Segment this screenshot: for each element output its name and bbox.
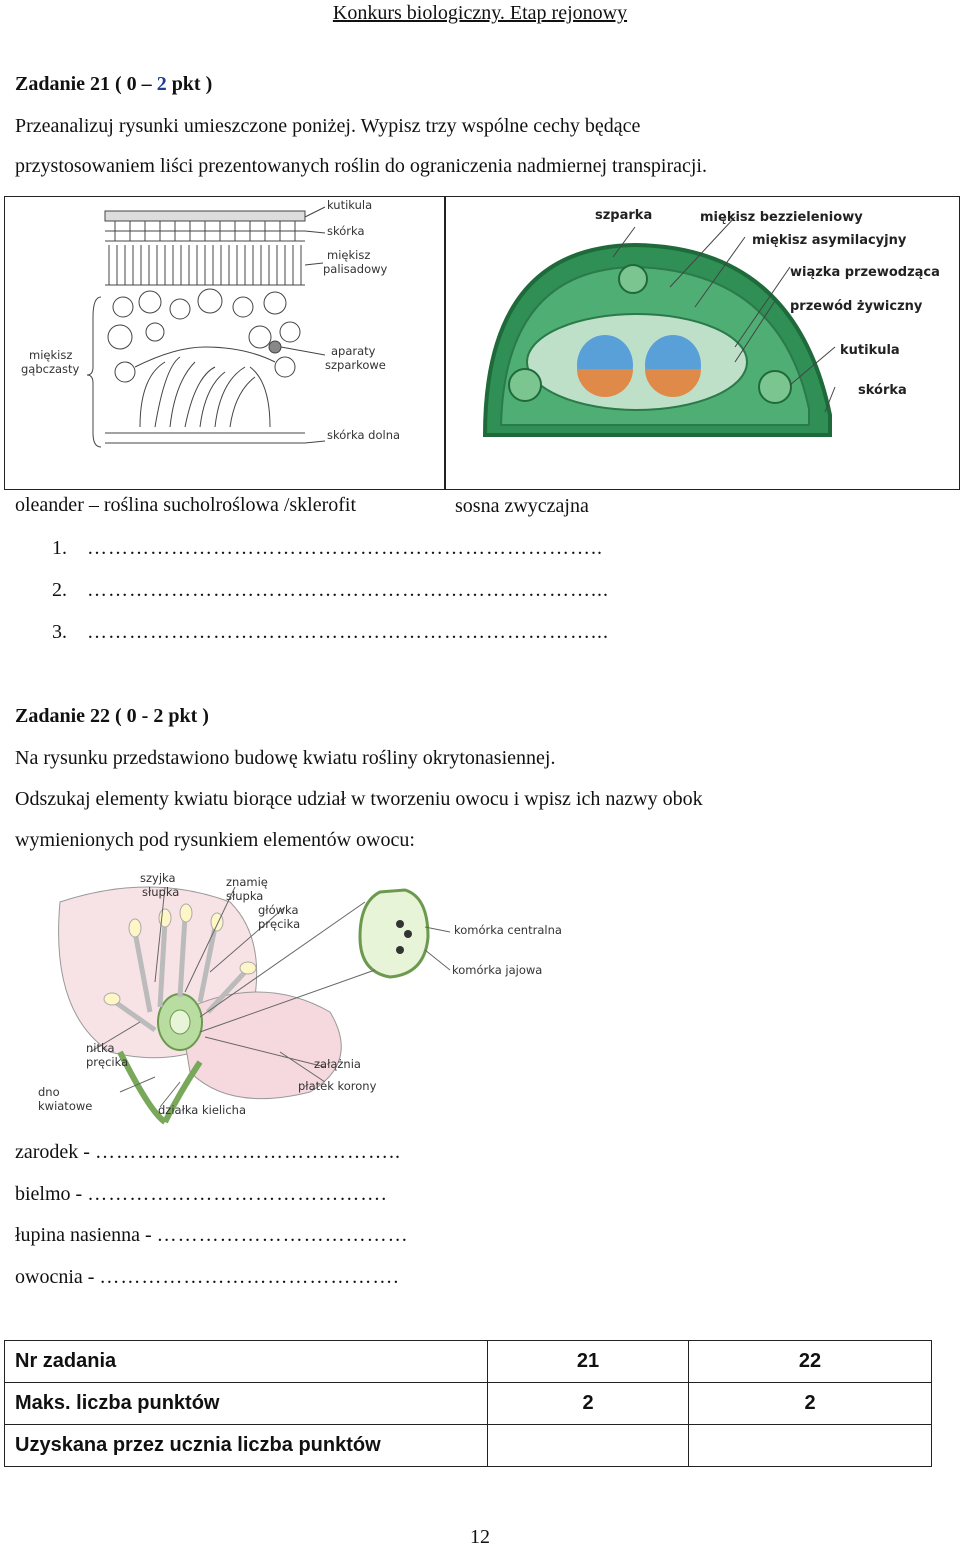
label-wiazka-przewodzaca: wiązka przewodząca — [790, 265, 940, 280]
task22-title: Zadanie 22 ( 0 - 2 pkt ) — [15, 705, 209, 727]
label-szyjka-slupka-1: szyjka — [140, 871, 176, 885]
task22-line2: Odszukaj elementy kwiatu biorące udział w tworzeniu owocu i wpisz ich nazwy obok — [15, 788, 703, 810]
label-miekisz-gabczasty-2: gąbczasty — [21, 362, 80, 376]
table-cell: 22 — [689, 1341, 932, 1383]
label-kutikula-pine: kutikula — [840, 343, 900, 358]
label-aparaty-szparkowe-1: aparaty — [331, 344, 376, 358]
flower-diagram — [30, 862, 630, 1127]
label-miekisz-palisadowy-1: miękisz — [327, 248, 371, 262]
label-znamie-slupka-2: słupka — [226, 889, 264, 903]
label-platek-korony: płatek korony — [298, 1079, 377, 1093]
table-cell: Uzyskana przez ucznia liczba punktów — [5, 1425, 488, 1467]
label-skorka: skórka — [327, 224, 365, 238]
label-komorka-centralna: komórka centralna — [454, 923, 562, 937]
task22-line1: Na rysunku przedstawiono budowę kwiatu rośliny okrytonasiennej. — [15, 747, 556, 769]
oleander-figure-box — [4, 196, 446, 490]
label-przewod-zywiczny: przewód żywiczny — [790, 299, 923, 314]
label-szyjka-slupka-2: słupka — [142, 885, 180, 899]
fill-bielmo[interactable]: bielmo - ……………………………………. — [15, 1183, 388, 1205]
label-skorka-pine: skórka — [858, 383, 907, 398]
task21-instruction-line1: Przeanalizuj rysunki umieszczone poniżej. Wypisz trzy wspólne cechy będące — [15, 115, 641, 137]
fill-lupina-nasienna[interactable]: łupina nasienna - ……………………………… — [15, 1224, 409, 1246]
label-miekisz-gabczasty-1: miękisz — [29, 348, 73, 362]
label-nitka-precika-1: nitka — [86, 1041, 115, 1055]
label-dno-kwiatowe-2: kwiatowe — [38, 1099, 93, 1113]
label-glowka-precika-2: pręcika — [258, 917, 301, 931]
answer-line-2[interactable]: 2. ………………………………………………………………... — [52, 579, 609, 601]
label-kutikula: kutikula — [327, 198, 373, 212]
label-zalaznia: załążnia — [314, 1057, 361, 1071]
page-header: Konkurs biologiczny. Etap rejonowy — [332, 2, 628, 24]
page-number: 12 — [470, 1526, 490, 1548]
label-aparaty-szparkowe-2: szparkowe — [325, 358, 386, 372]
label-miekisz-palisadowy-2: palisadowy — [323, 262, 388, 276]
label-glowka-precika-1: główka — [258, 903, 299, 917]
table-cell: 2 — [488, 1383, 689, 1425]
pine-caption: sosna zwyczajna — [455, 495, 589, 517]
label-komorka-jajowa: komórka jajowa — [452, 963, 543, 977]
label-miekisz-bezzieleniowy: miękisz bezzieleniowy — [700, 210, 863, 225]
answer-line-1[interactable]: 1. ……………………………………………………………….. — [52, 537, 603, 559]
score-input-21[interactable] — [488, 1425, 689, 1467]
label-znamie-slupka-1: znamię — [226, 875, 268, 889]
label-dno-kwiatowe-1: dno — [38, 1085, 60, 1099]
fill-zarodek[interactable]: zarodek - …………………………………….. — [15, 1141, 401, 1163]
score-input-22[interactable] — [689, 1425, 932, 1467]
pine-needle-section-drawing — [445, 197, 959, 489]
table-cell: 2 — [689, 1383, 932, 1425]
label-miekisz-asymilacyjny: miękisz asymilacyjny — [752, 233, 907, 248]
pine-figure-box — [444, 196, 960, 517]
table-row — [5, 1341, 932, 1383]
table-cell: Nr zadania — [5, 1341, 488, 1383]
label-skorka-dolna: skórka dolna — [327, 428, 401, 442]
oleander-leaf-section-drawing — [5, 197, 445, 489]
table-row — [5, 1425, 932, 1467]
answer-line-3[interactable]: 3. ………………………………………………………………... — [52, 621, 609, 643]
label-nitka-precika-2: pręcika — [86, 1055, 129, 1069]
score-table — [4, 1340, 932, 1467]
oleander-caption: oleander – roślina sucholroślowa /sklerofit — [15, 494, 357, 516]
fill-owocnia[interactable]: owocnia - ……………………………………. — [15, 1266, 400, 1288]
table-row — [5, 1383, 932, 1425]
table-cell: Maks. liczba punktów — [5, 1383, 488, 1425]
task21-instruction-line2: przystosowaniem liści prezentowanych roślin do ograniczenia nadmiernej transpiracji. — [15, 155, 707, 177]
label-szparka: szparka — [595, 208, 653, 223]
label-dzialka-kielicha: działka kielicha — [158, 1103, 246, 1117]
task21-title: Zadanie 21 ( 0 – 2 pkt ) — [15, 73, 213, 95]
table-cell: 21 — [488, 1341, 689, 1383]
task22-line3: wymienionych pod rysunkiem elementów owocu: — [15, 829, 415, 851]
